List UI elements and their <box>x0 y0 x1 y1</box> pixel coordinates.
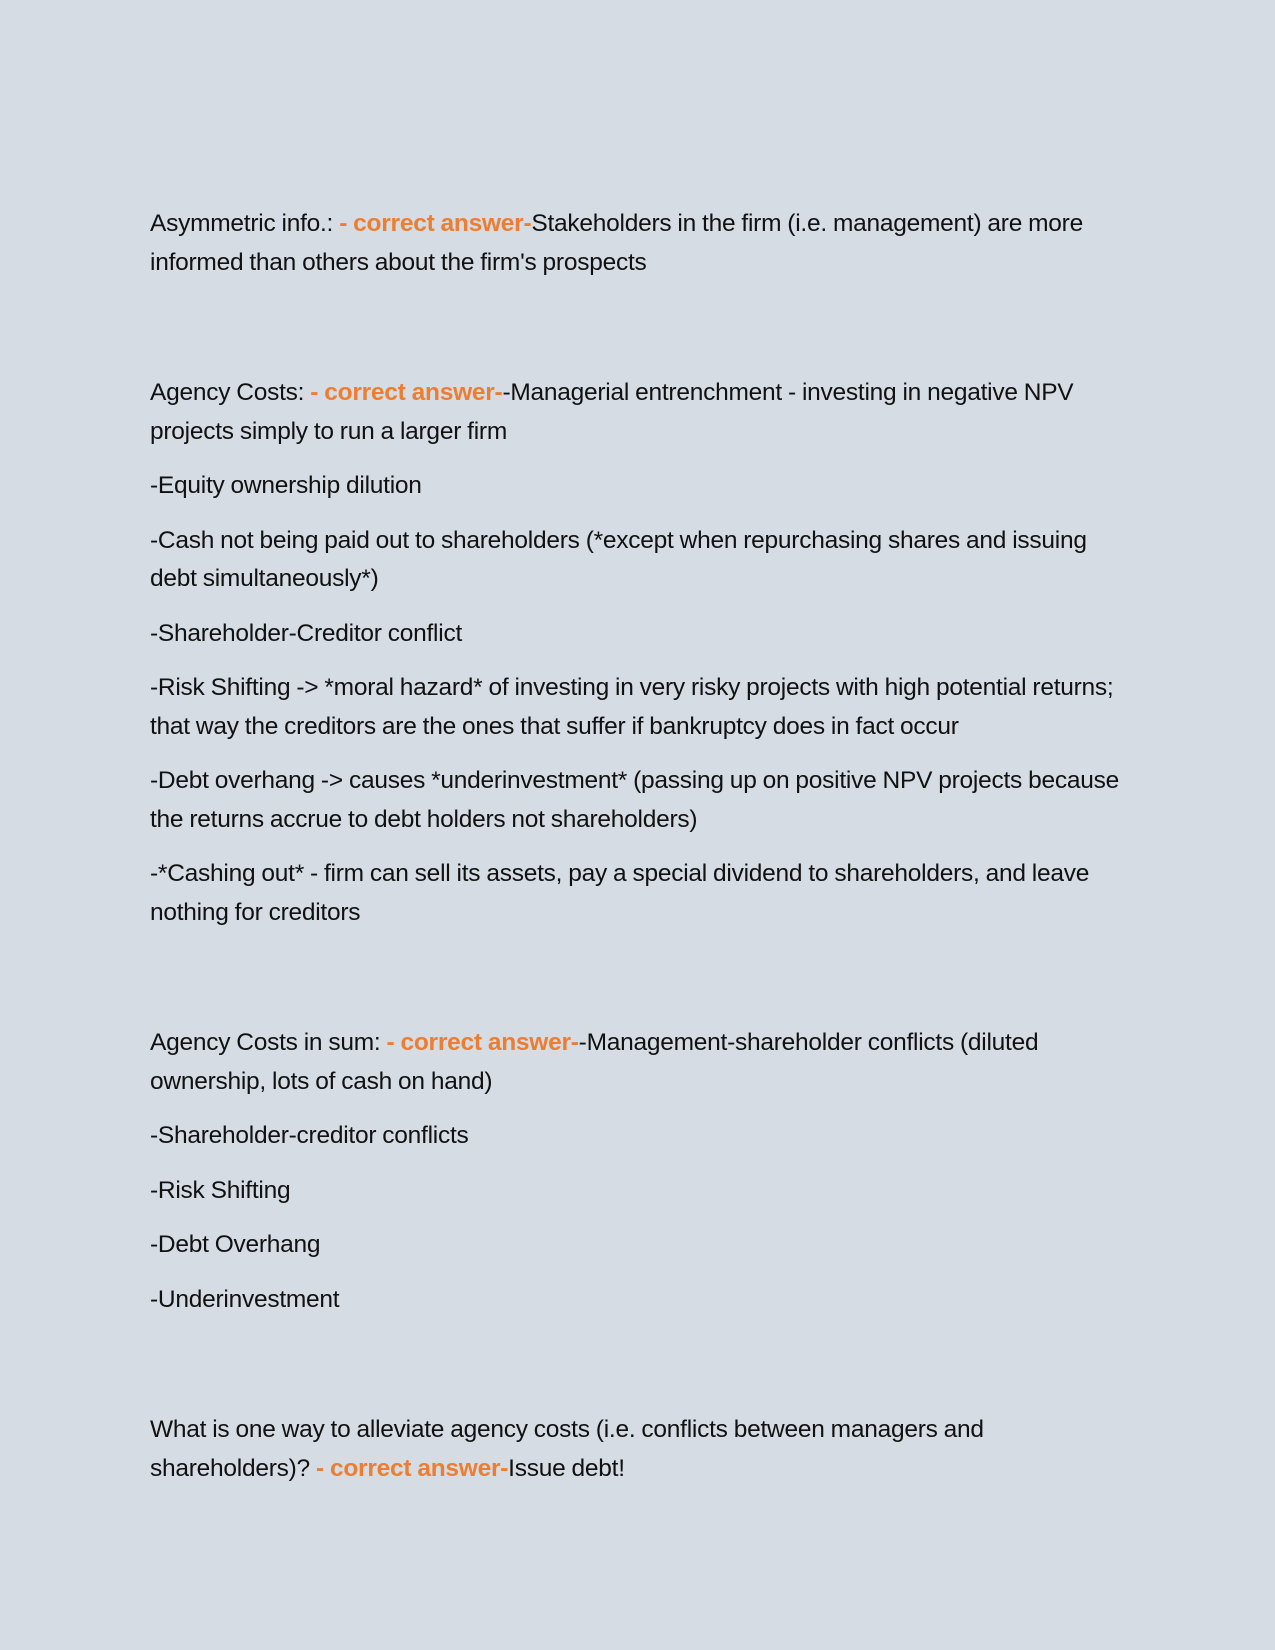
answer-marker: - correct answer- <box>315 1454 509 1482</box>
answer-marker: - correct answer- <box>386 1029 579 1056</box>
qa-question-line <box>150 374 1130 451</box>
answer-bullet: -Underinvestment <box>150 1285 340 1313</box>
qa-entry-agency-costs <box>150 374 1130 932</box>
term: What is one way to alleviate agency costs (i.e. conflicts between managers and shareholders)? <box>150 1416 984 1482</box>
qa-question-line <box>150 1411 1130 1488</box>
term: Asymmetric info.: <box>150 210 340 237</box>
answer-bullet: -Cash not being paid out to shareholders (*except when repurchasing shares and issuing debt simultaneously*) <box>150 526 1087 592</box>
answer-bullet: -Debt overhang -> causes *underinvestment* (passing up on positive NPV projects because the returns accrue to debt holders not shareholders) <box>150 767 1119 833</box>
answer-text: Stakeholders in the firm (i.e. management) are more informed than others about the firm's prospects <box>150 210 1083 276</box>
answer-bullet: -*Cashing out* - firm can sell its assets, pay a special dividend to shareholders, and leave nothing for creditors <box>150 860 1090 926</box>
answer-bullet: -Risk Shifting -> *moral hazard* of investing in very risky projects with high potential returns; that way the creditors are the ones that suffer if bankruptcy does in fact occur <box>150 674 1114 740</box>
answer-text: -Managerial entrenchment - investing in negative NPV projects simply to run a larger firm <box>150 379 1074 445</box>
answer-bullet: -Equity ownership dilution <box>150 472 422 499</box>
answer-bullet: -Debt Overhang <box>150 1231 321 1258</box>
answer-text: Issue debt! <box>508 1454 625 1482</box>
answer-bullet: -Shareholder-Creditor conflict <box>150 619 462 647</box>
qa-entry-asymmetric-info <box>150 205 1130 282</box>
qa-entry-alleviate-agency-costs <box>150 1411 1130 1488</box>
document-page <box>150 205 1130 1488</box>
answer-marker: - correct answer- <box>339 210 532 237</box>
qa-question-line <box>150 1024 1130 1101</box>
term: Agency Costs in sum: <box>150 1029 387 1056</box>
qa-question-line <box>150 205 1130 282</box>
answer-bullet: -Risk Shifting <box>150 1176 291 1204</box>
answer-bullet: -Shareholder-creditor conflicts <box>150 1122 469 1149</box>
term: Agency Costs: <box>150 379 311 406</box>
qa-entry-agency-costs-in-sum <box>150 1024 1130 1319</box>
answer-marker: - correct answer- <box>310 379 503 406</box>
answer-text: -Management-shareholder conflicts (diluted ownership, lots of cash on hand) <box>150 1029 1039 1095</box>
